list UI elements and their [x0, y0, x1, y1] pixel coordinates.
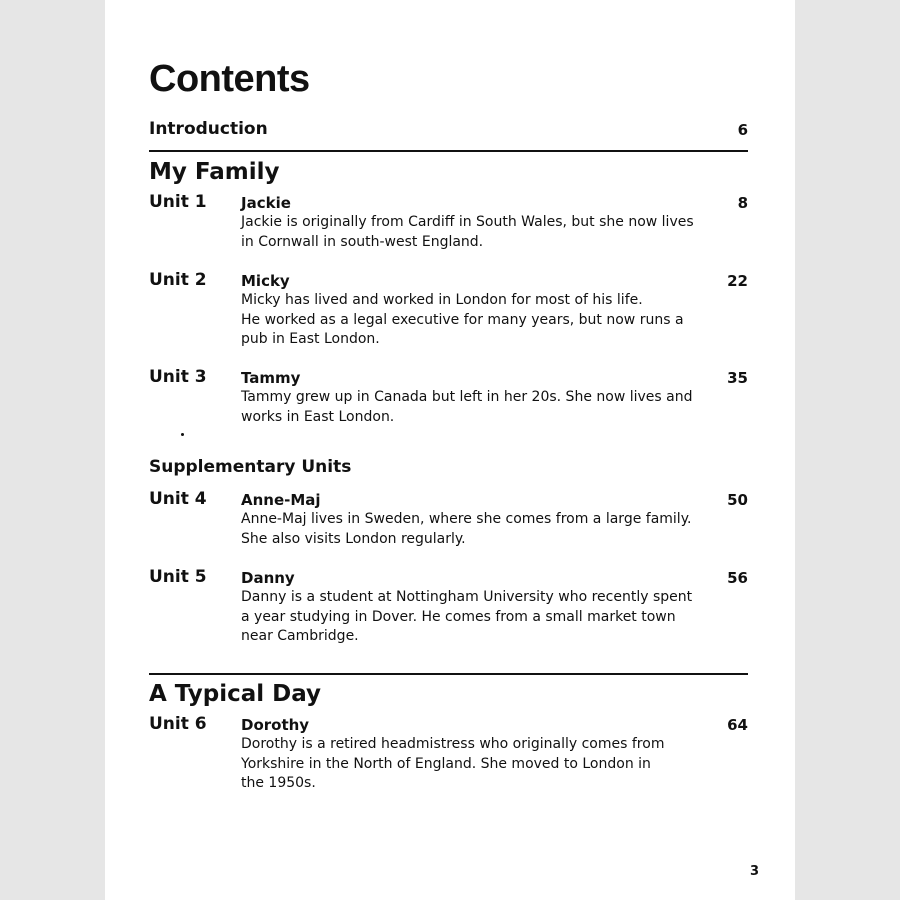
unit-page-number: 64 [727, 716, 748, 734]
subsection-title-supplementary-units: Supplementary Units [149, 457, 352, 477]
section-divider [149, 673, 748, 675]
unit-label: Unit 6 [149, 714, 207, 734]
section-title-my-family: My Family [149, 159, 280, 185]
unit-description: Danny is a student at Nottingham University who recently spent a year studying in Dover. He comes from a small market town near Cambridge. [241, 589, 693, 644]
introduction-label: Introduction [149, 119, 268, 139]
introduction-page-number: 6 [737, 121, 748, 139]
speck-mark [181, 433, 184, 436]
unit-name: Tammy [241, 369, 301, 387]
document-page [105, 0, 795, 900]
unit-name: Jackie [241, 194, 291, 212]
unit-description: Anne-Maj lives in Sweden, where she comes from a large family. She also visits London regularly. [241, 511, 692, 547]
unit-description: Tammy grew up in Canada but left in her 20s. She now lives and works in East London. [241, 389, 693, 425]
unit-name: Dorothy [241, 716, 310, 734]
unit-page-number: 35 [727, 369, 748, 387]
unit-label: Unit 1 [149, 192, 207, 212]
section-divider [149, 150, 748, 152]
unit-label: Unit 2 [149, 270, 207, 290]
unit-page-number: 22 [727, 272, 748, 290]
unit-description: Micky has lived and worked in London for most of his life. He worked as a legal executive for many years, but now runs a pub in East London. [241, 292, 684, 347]
page-title: Contents [149, 58, 310, 100]
unit-page-number: 56 [727, 569, 748, 587]
unit-name: Anne-Maj [241, 491, 321, 509]
unit-name: Danny [241, 569, 295, 587]
unit-page-number: 50 [727, 491, 748, 509]
unit-label: Unit 5 [149, 567, 207, 587]
unit-page-number: 8 [737, 194, 748, 212]
section-title-a-typical-day: A Typical Day [149, 681, 322, 707]
unit-description: Jackie is originally from Cardiff in South Wales, but she now lives in Cornwall in south-west England. [241, 214, 694, 250]
unit-label: Unit 3 [149, 367, 207, 387]
unit-name: Micky [241, 272, 290, 290]
unit-label: Unit 4 [149, 489, 207, 509]
unit-description: Dorothy is a retired headmistress who originally comes from Yorkshire in the North of England. She moved to London in the 1950s. [241, 736, 665, 791]
page-number: 3 [750, 864, 760, 879]
toc-entry-introduction [149, 119, 748, 143]
